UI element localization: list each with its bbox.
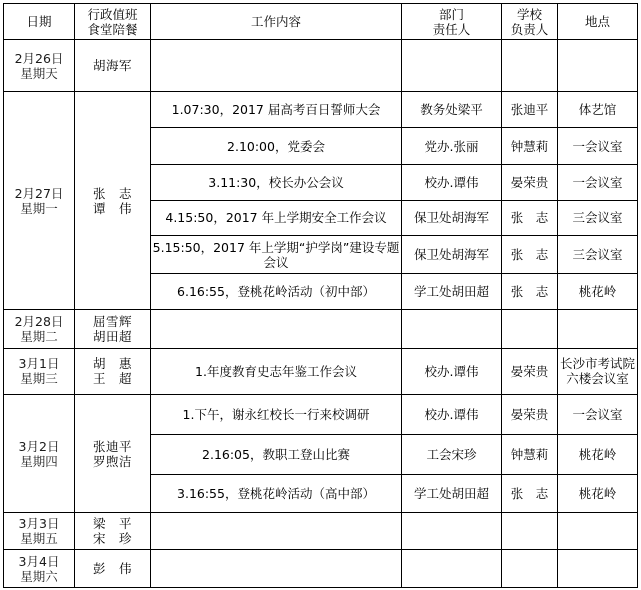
place-cell <box>558 550 638 588</box>
duty-person: 胡田超 <box>92 328 132 344</box>
header-work: 工作内容 <box>151 4 402 40</box>
duty-person: 梁 平 <box>92 516 132 532</box>
school-cell: 张 志 <box>502 236 558 274</box>
school-cell: 张迪平 <box>502 92 558 128</box>
schedule-table <box>3 3 638 588</box>
duty-cell <box>75 40 151 92</box>
work-cell <box>151 513 402 550</box>
work-cell: 1.年度教育史志年鉴工作会议 <box>151 348 402 394</box>
place-cell: 一会议室 <box>558 164 638 200</box>
schedule-row <box>4 92 638 128</box>
duty-person: 张迪平 <box>92 438 132 454</box>
dept-cell: 学工处胡田超 <box>402 474 502 513</box>
header-place: 地点 <box>558 4 638 40</box>
school-cell: 晏荣贵 <box>502 348 558 394</box>
dept-cell: 校办.谭伟 <box>402 164 502 200</box>
place-cell: 桃花岭 <box>558 274 638 310</box>
dept-cell <box>402 309 502 348</box>
place-cell <box>558 40 638 92</box>
duty-cell <box>75 550 151 588</box>
duty-person: 宋 珍 <box>92 531 132 547</box>
school-cell <box>502 40 558 92</box>
school-cell: 张 志 <box>502 200 558 236</box>
date-text: 2月28日 <box>14 313 64 329</box>
place-cell: 三会议室 <box>558 200 638 236</box>
place-cell: 一会议室 <box>558 128 638 165</box>
date-text: 3月4日 <box>18 553 60 569</box>
work-cell: 2.16:05，教职工登山比赛 <box>151 434 402 474</box>
weekday-text: 星期天 <box>20 65 58 81</box>
duty-person: 胡海军 <box>92 58 132 74</box>
header-row <box>4 4 638 40</box>
dept-cell <box>402 550 502 588</box>
duty-person: 谭 伟 <box>92 200 132 216</box>
school-cell <box>502 550 558 588</box>
date-cell <box>4 92 75 309</box>
duty-person: 胡 惠 <box>92 356 132 372</box>
dept-cell: 保卫处胡海军 <box>402 200 502 236</box>
date-cell <box>4 550 75 588</box>
schedule-row <box>4 309 638 348</box>
schedule-row <box>4 40 638 92</box>
duty-cell <box>75 348 151 394</box>
place-cell: 一会议室 <box>558 394 638 434</box>
work-cell <box>151 550 402 588</box>
work-cell <box>151 309 402 348</box>
header-duty: 行政值班 食堂陪餐 <box>75 4 151 40</box>
schedule-body <box>4 40 638 588</box>
date-text: 2月27日 <box>14 185 64 201</box>
duty-cell <box>75 513 151 550</box>
dept-cell: 保卫处胡海军 <box>402 236 502 274</box>
dept-cell: 学工处胡田超 <box>402 274 502 310</box>
school-cell <box>502 309 558 348</box>
date-cell <box>4 309 75 348</box>
weekday-text: 星期一 <box>20 200 58 216</box>
work-cell: 6.16:55，登桃花岭活动（初中部） <box>151 274 402 310</box>
work-cell: 3.16:55，登桃花岭活动（高中部） <box>151 474 402 513</box>
duty-person: 屈雪辉 <box>92 313 132 329</box>
duty-person: 彭 伟 <box>92 561 132 577</box>
school-cell: 钟慧莉 <box>502 128 558 165</box>
school-cell: 晏荣贵 <box>502 164 558 200</box>
place-cell <box>558 309 638 348</box>
duty-cell <box>75 92 151 309</box>
weekday-text: 星期二 <box>20 328 58 344</box>
weekday-text: 星期五 <box>20 531 58 547</box>
dept-cell: 校办.谭伟 <box>402 348 502 394</box>
dept-cell <box>402 513 502 550</box>
school-cell: 张 志 <box>502 274 558 310</box>
place-cell: 桃花岭 <box>558 474 638 513</box>
schedule-row <box>4 394 638 434</box>
duty-person: 罗煦洁 <box>92 453 132 469</box>
dept-cell <box>402 40 502 92</box>
school-cell: 张 志 <box>502 474 558 513</box>
place-cell: 桃花岭 <box>558 434 638 474</box>
work-cell: 1.下午，谢永红校长一行来校调研 <box>151 394 402 434</box>
work-cell <box>151 40 402 92</box>
schedule-row <box>4 513 638 550</box>
header-school: 学校 负责人 <box>502 4 558 40</box>
work-cell: 5.15:50，2017 年上学期“护学岗”建设专题会议 <box>151 236 402 274</box>
schedule-row <box>4 550 638 588</box>
duty-person: 王 超 <box>92 371 132 387</box>
work-cell: 2.10:00，党委会 <box>151 128 402 165</box>
place-cell <box>558 513 638 550</box>
dept-cell: 工会宋珍 <box>402 434 502 474</box>
place-cell: 三会议室 <box>558 236 638 274</box>
date-text: 2月26日 <box>14 50 64 66</box>
dept-cell: 党办.张丽 <box>402 128 502 165</box>
dept-cell: 校办.谭伟 <box>402 394 502 434</box>
work-cell: 3.11:30，校长办公会议 <box>151 164 402 200</box>
date-cell <box>4 40 75 92</box>
school-cell <box>502 513 558 550</box>
school-cell: 晏荣贵 <box>502 394 558 434</box>
date-cell <box>4 394 75 513</box>
date-text: 3月1日 <box>18 356 60 372</box>
school-cell: 钟慧莉 <box>502 434 558 474</box>
weekday-text: 星期四 <box>20 453 58 469</box>
header-date: 日期 <box>4 4 75 40</box>
date-cell <box>4 513 75 550</box>
place-cell: 长沙市考试院六楼会议室 <box>558 348 638 394</box>
duty-cell <box>75 394 151 513</box>
work-cell: 4.15:50，2017 年上学期安全工作会议 <box>151 200 402 236</box>
duty-cell <box>75 309 151 348</box>
header-dept: 部门 责任人 <box>402 4 502 40</box>
date-cell <box>4 348 75 394</box>
weekday-text: 星期六 <box>20 568 58 584</box>
duty-person: 张 志 <box>92 185 132 201</box>
schedule-row <box>4 348 638 394</box>
work-cell: 1.07:30，2017 届高考百日誓师大会 <box>151 92 402 128</box>
date-text: 3月3日 <box>18 516 60 532</box>
date-text: 3月2日 <box>18 438 60 454</box>
place-cell: 体艺馆 <box>558 92 638 128</box>
dept-cell: 教务处梁平 <box>402 92 502 128</box>
weekday-text: 星期三 <box>20 371 58 387</box>
